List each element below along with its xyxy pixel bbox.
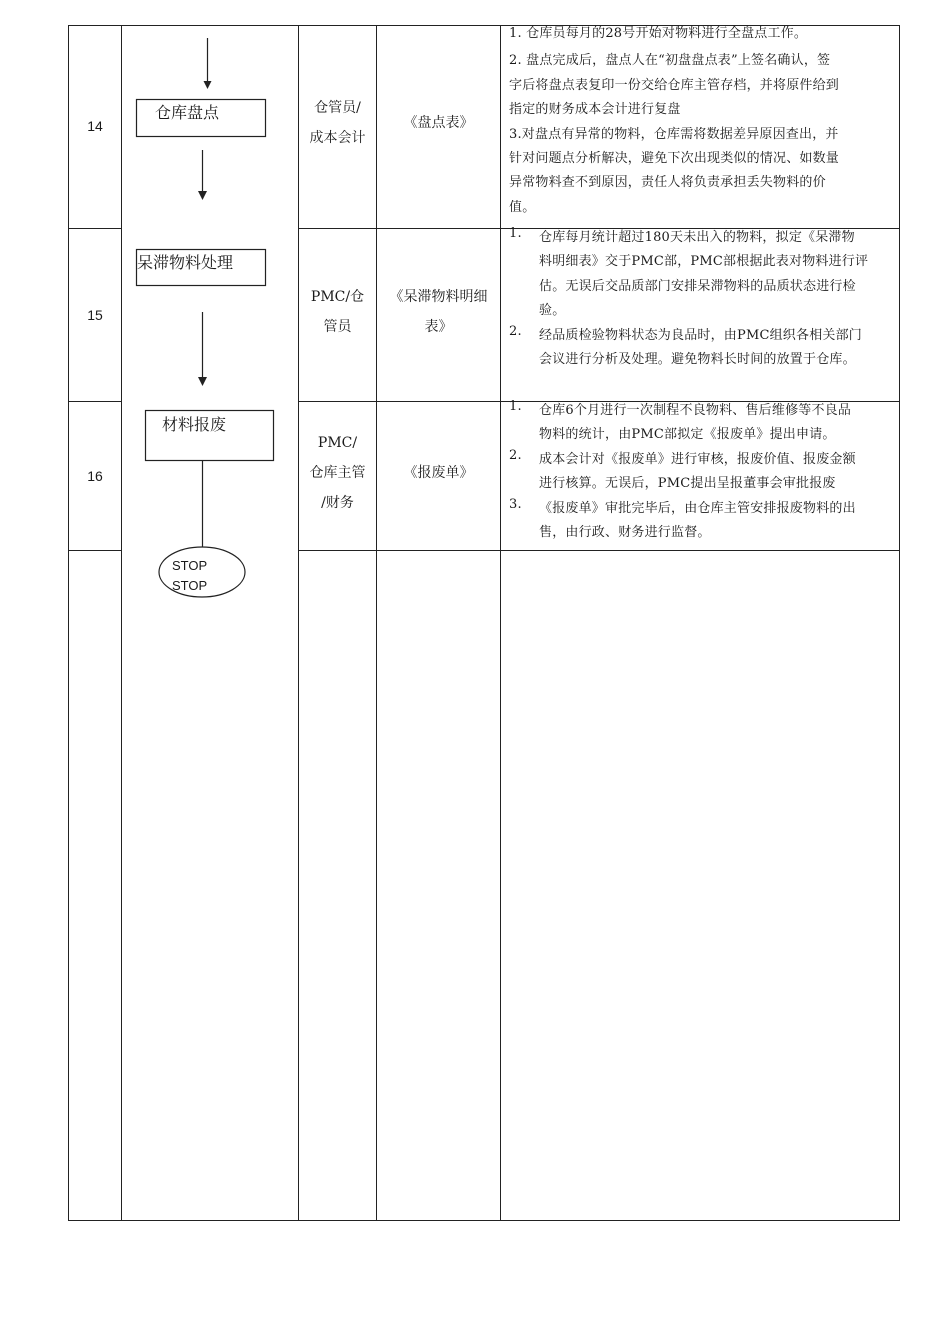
responsible-cell: PMC/仓 管员 xyxy=(310,289,365,335)
list-item: 2. 成本会计对《报废单》进行审核，报废价值、报废金额 进行核算。无误后，PMC提出呈报董事会审批报废 xyxy=(509,447,856,492)
step-label-15: 呆滞物料处理 xyxy=(137,253,234,272)
description-cell-14 xyxy=(509,22,895,220)
description-line: 指定的财务成本会计进行复盘 xyxy=(509,102,681,118)
arrowhead-icon xyxy=(198,191,207,200)
description-line: 字后将盘点表复印一份交给仓库主管存档，并将原件给到 xyxy=(509,77,840,93)
arrowhead-icon xyxy=(198,377,207,386)
description-line: 3.对盘点有异常的物料，仓库需将数据差异原因查出，并 xyxy=(509,126,839,142)
description-cell-15 xyxy=(509,226,895,372)
description-line: 2. 盘点完成后，盘点人在“初盘盘点表”上签名确认，签 xyxy=(509,53,831,69)
form-cell: 《呆滞物料明细 表》 xyxy=(389,289,488,335)
description-line: 异常物料查不到原因，责任人将负责承担丢失物料的价 xyxy=(509,175,826,191)
description-cell-16 xyxy=(509,399,895,545)
arrowhead-icon xyxy=(204,81,212,89)
step-label-16: 材料报废 xyxy=(162,415,227,434)
form-cell: 《盘点表》 xyxy=(403,115,474,131)
list-item: 1. 仓库每月统计超过180天未出入的物料，拟定《呆滞物 料明细表》交于PMC部，PMC部根据此表对物料进行评 估。无误后交品质部门安排呆滞物料的品质状态进行检 验。 xyxy=(509,226,869,319)
list-item: 2. 经品质检验物料状态为良品时，由PMC组织各相关部门 会议进行分析及处理。避免物料长时间的放置于仓库。 xyxy=(509,323,863,368)
row-number: 14 xyxy=(87,118,103,134)
description-line: 针对问题点分析解决，避免下次出现类似的情况、如数量 xyxy=(509,151,840,167)
step-label-14: 仓库盘点 xyxy=(155,103,220,122)
description-line: 值。 xyxy=(509,199,536,215)
row-number: 16 xyxy=(87,468,103,484)
responsible-cell: PMC/ 仓库主管 /财务 xyxy=(309,435,366,511)
list-item: 1. 仓库6个月进行一次制程不良物料、售后维修等不良品 物料的统计，由PMC部拟定《报废单》提出申请。 xyxy=(509,399,852,443)
terminator-label: STOP STOP xyxy=(172,558,208,593)
form-cell: 《报废单》 xyxy=(403,465,474,481)
row-number: 15 xyxy=(87,307,103,323)
description-line: 1. 仓库员每月的28号开始对物料进行全盘点工作。 xyxy=(509,26,808,41)
responsible-cell: 仓管员/ 成本会计 xyxy=(309,100,366,146)
list-item: 3. 《报废单》审批完毕后，由仓库主管安排报废物料的出 售，由行政、财务进行监督。 xyxy=(509,496,856,541)
